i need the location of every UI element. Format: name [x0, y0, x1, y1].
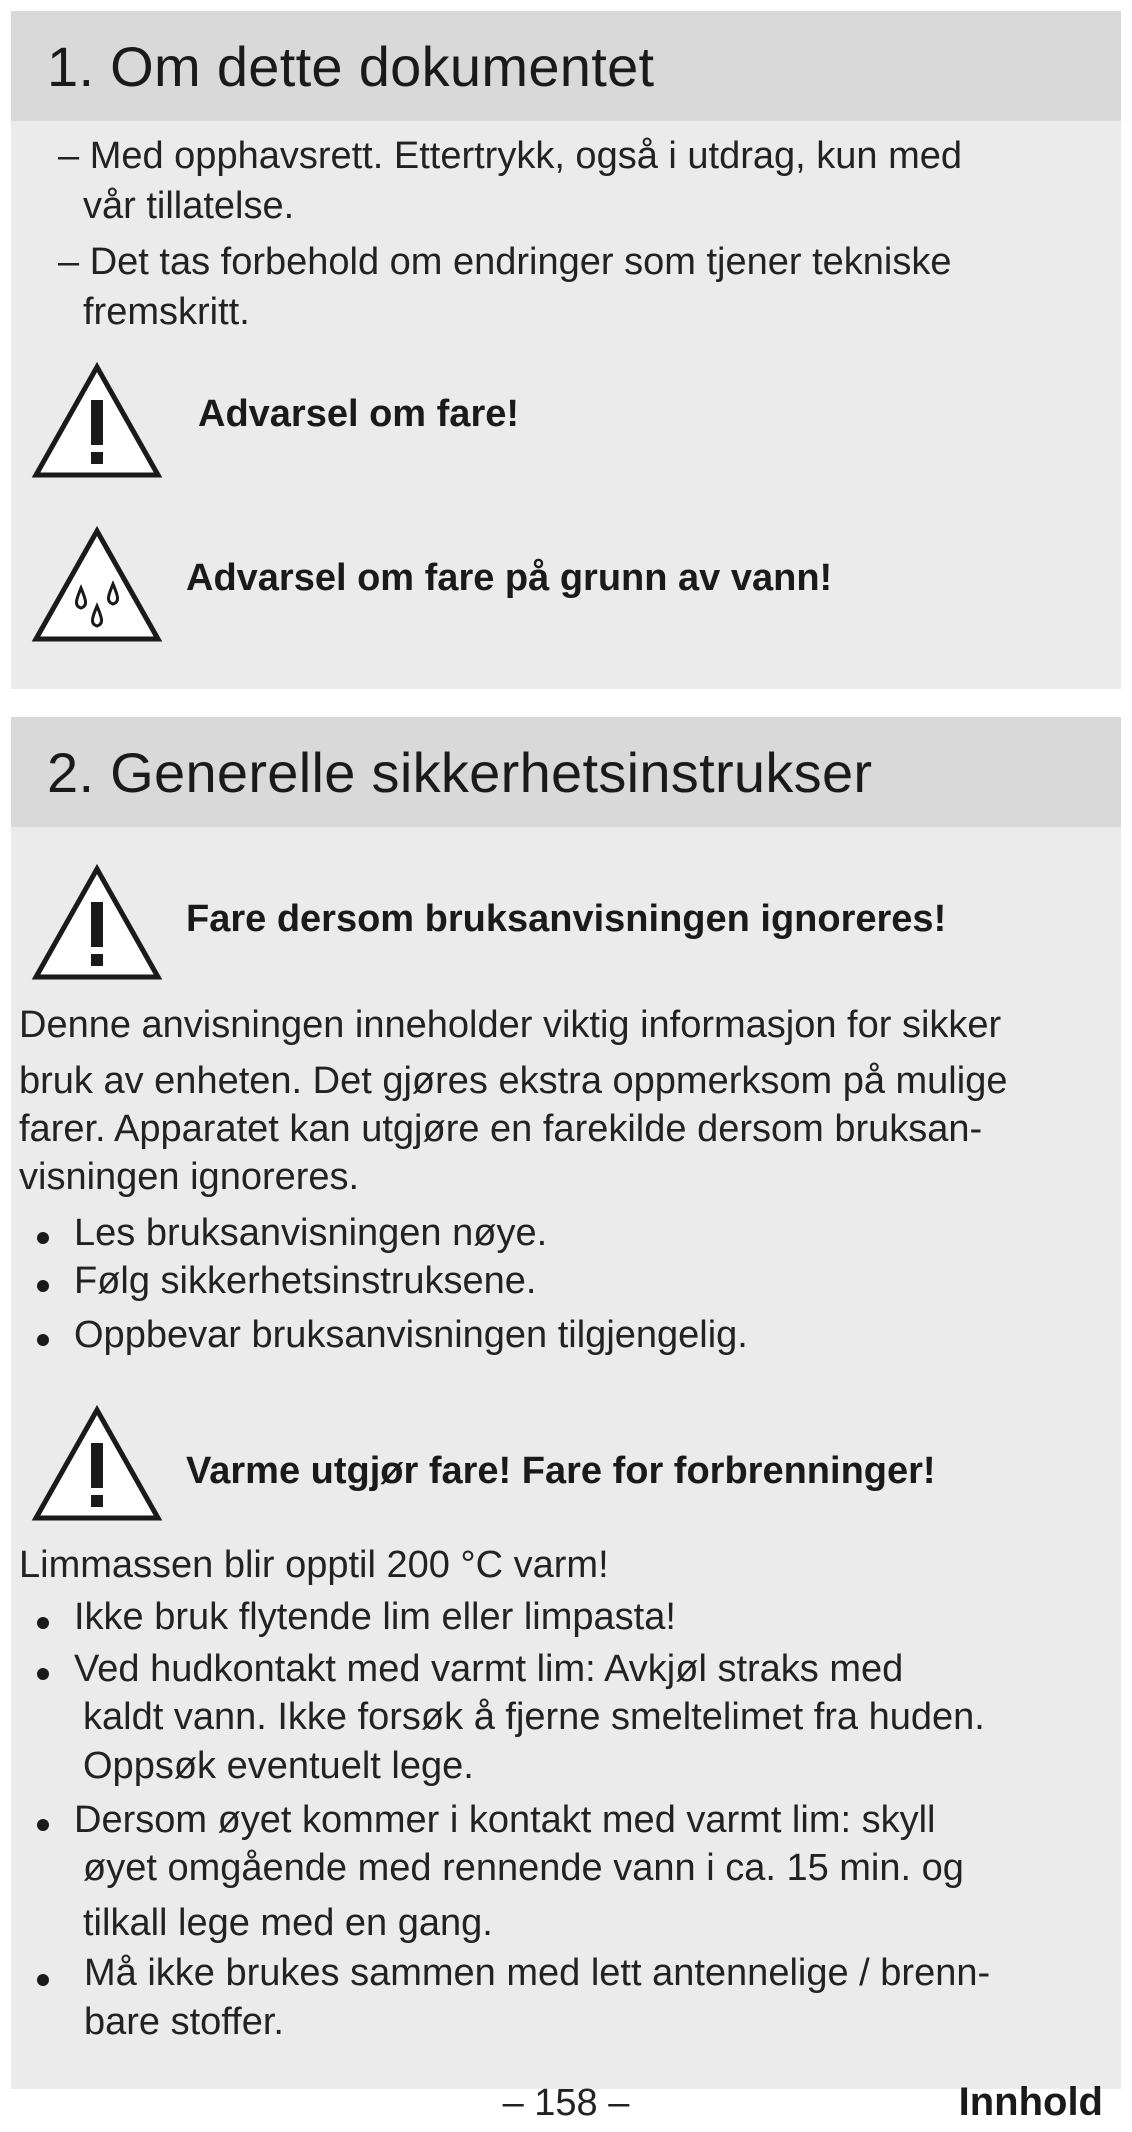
paragraph-line: Denne anvisningen inneholder viktig informasjon for sikker: [19, 1004, 1002, 1046]
bullet-item: Oppbevar bruksanvisningen tilgjengelig.: [74, 1314, 748, 1356]
bullet-item: Ikke bruk flytende lim eller limpasta!: [74, 1596, 676, 1638]
section-title: 2. Generelle sikkerhetsinstrukser: [11, 717, 1121, 827]
paragraph-line: visningen ignoreres.: [19, 1156, 360, 1198]
warning-triangle-icon: [31, 1405, 163, 1523]
warning-text: Varme utgjør fare! Fare for forbrenninger!: [186, 1450, 936, 1492]
bullet-dot: [37, 1974, 49, 1986]
bullet-dot: [37, 1819, 49, 1831]
bullet-dot: [37, 1280, 49, 1292]
warning-triangle-icon: [31, 864, 163, 982]
page-number: – 158 –: [502, 2082, 630, 2124]
paragraph-line: farer. Apparatet kan utgjøre en farekilde dersom bruksan-: [19, 1108, 983, 1150]
dash-item-line: – Med opphavsrett. Ettertrykk, også i utdrag, kun med: [58, 135, 963, 177]
warning-triangle-icon: [31, 362, 163, 480]
warning-text: Advarsel om fare!: [198, 393, 520, 435]
bullet-dot: [37, 1232, 49, 1244]
warning-text: Advarsel om fare på grunn av vann!: [186, 557, 833, 599]
paragraph-line: Limmassen blir opptil 200 °C varm!: [19, 1544, 609, 1586]
warning-text: Fare dersom bruksanvisningen ignoreres!: [186, 898, 947, 940]
bullet-item-continued: kaldt vann. Ikke forsøk å fjerne smeltelimet fra huden.: [83, 1696, 985, 1738]
bullet-item: Ved hudkontakt med varmt lim: Avkjøl straks med: [74, 1648, 904, 1690]
bullet-item-continued: øyet omgående med rennende vann i ca. 15 min. og: [83, 1847, 964, 1889]
bullet-item: Følg sikkerhetsinstruksene.: [74, 1260, 537, 1302]
contents-link[interactable]: Innhold: [958, 2080, 1103, 2124]
dash-item-line: – Det tas forbehold om endringer som tjener tekniske: [58, 241, 952, 283]
bullet-item: Les bruksanvisningen nøye.: [74, 1212, 548, 1254]
section-title: 1. Om dette dokumentet: [11, 11, 1121, 121]
bullet-item-continued: Oppsøk eventuelt lege.: [83, 1745, 474, 1787]
dash-item-line: vår tillatelse.: [83, 185, 295, 227]
bullet-dot: [37, 1668, 49, 1680]
water-warning-triangle-icon: [31, 526, 163, 644]
bullet-dot: [37, 1617, 49, 1629]
bullet-item-continued: tilkall lege med en gang.: [83, 1902, 493, 1944]
bullet-item: Må ikke brukes sammen med lett antennelige / brenn-: [84, 1952, 991, 1994]
bullet-dot: [37, 1334, 49, 1346]
paragraph-line: bruk av enheten. Det gjøres ekstra oppmerksom på mulige: [19, 1060, 1008, 1102]
bullet-item: Dersom øyet kommer i kontakt med varmt lim: skyll: [74, 1799, 936, 1841]
bullet-item-continued: bare stoffer.: [84, 2001, 284, 2043]
dash-item-line: fremskritt.: [83, 291, 250, 333]
